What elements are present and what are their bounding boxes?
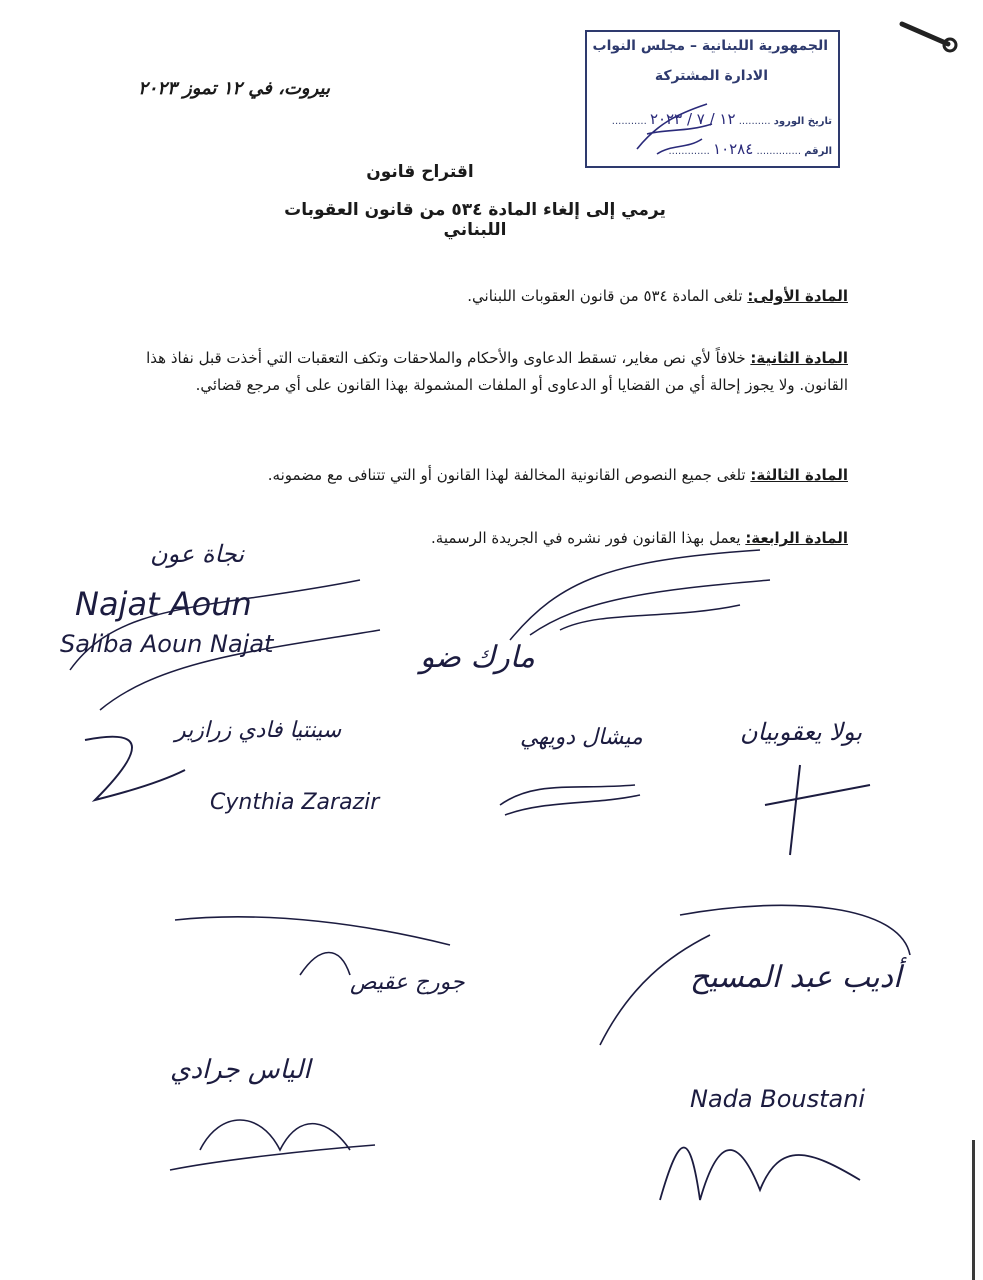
- stamp-date-label: تاريخ الورود: [773, 116, 832, 127]
- signature-name: نجاة عون: [150, 540, 245, 568]
- article-2: [128, 345, 848, 399]
- signature-george-okais: [170, 905, 460, 985]
- signature-name: مارك ضو: [420, 640, 535, 675]
- stamp-date-row: تاريخ الورود .......... ١٢ / ٧ / ٢٠٢٣ ...........: [611, 110, 832, 128]
- signature-scribble-icon: [495, 760, 645, 820]
- signature-name: بولا يعقوبيان: [740, 718, 863, 746]
- signature-scribble-icon: [170, 905, 460, 985]
- signature-name: أديب عبد المسيح: [690, 960, 902, 995]
- signature-latin: Nada Boustani: [690, 1085, 866, 1113]
- stamp-number-label: الرقم: [804, 146, 832, 157]
- parliament-stamp: [585, 30, 840, 168]
- signature-scribble-icon: [160, 1090, 380, 1180]
- signature-name: الياس جرادي: [170, 1055, 311, 1085]
- stamp-line1: الجمهورية اللبنانية – مجلس النواب: [592, 38, 828, 54]
- article-text: خلافاً لأي نص مغاير، تسقط الدعاوى والأحكام والملاحقات وتكف التعقبات التي أخذت قبل نفاذ هذا القانون. ولا يجوز إحالة أي من القضايا أو الدعاوى أو الملفات المشمولة بهذا القانون على أي مرجع قضائي.: [146, 349, 848, 394]
- signature-nada-boustani: [650, 1120, 870, 1210]
- document-subtitle: يرمي إلى إلغاء المادة ٥٣٤ من قانون العقوبات اللبناني: [284, 200, 666, 240]
- article-3: [128, 462, 848, 489]
- document-date: بيروت، في ١٢ تموز ٢٠٢٣: [138, 78, 330, 99]
- signature-najat-aoun: [60, 540, 390, 720]
- article-text: تلغى المادة ٥٣٤ من قانون العقوبات اللبناني.: [467, 287, 748, 305]
- signature-name: جورج عقيص: [350, 970, 465, 995]
- document-title: اقتراح قانون: [366, 162, 474, 182]
- article-heading: المادة الثالثة:: [750, 466, 848, 484]
- signature-latin: Cynthia Zarazir: [210, 790, 380, 815]
- article-heading: المادة الرابعة:: [745, 529, 848, 547]
- paperclip-icon: [898, 18, 964, 58]
- signature-scribble-icon: [75, 720, 195, 820]
- signature-elias-jradeh: [160, 1090, 380, 1180]
- article-text: يعمل بهذا القانون فور نشره في الجريدة الرسمية.: [431, 529, 746, 547]
- signature-scribble-icon: [500, 540, 780, 650]
- signature-adib-abdelmassih: [590, 895, 930, 1055]
- stamp-handwriting-icon: [617, 94, 737, 164]
- stamp-date-value: ١٢ / ٧ / ٢٠٢٣: [649, 110, 736, 128]
- signature-latin: Najat Aoun: [75, 585, 252, 623]
- stamp-line2: الادارة المشتركة: [654, 68, 768, 84]
- signature-scribble-icon: [60, 540, 390, 720]
- article-4: [128, 525, 848, 552]
- signature-paula-yacoubian: [760, 760, 880, 860]
- article-heading: المادة الأولى:: [747, 287, 848, 305]
- signature-michel-douaihy: [495, 760, 645, 820]
- signature-latin-extra: Saliba Aoun Najat: [60, 630, 274, 658]
- article-text: تلغى جميع النصوص القانونية المخالفة لهذا القانون أو التي تتنافى مع مضمونه.: [267, 466, 751, 484]
- stamp-number-row: الرقم .............. ١٠٢٨٤ .............: [668, 140, 832, 158]
- signature-scribble-icon: [650, 1120, 870, 1210]
- signature-scribble-icon: [590, 895, 930, 1055]
- signature-scribble-icon: [760, 760, 880, 860]
- signature-mark-daou: [500, 540, 780, 650]
- article-1: [128, 283, 848, 310]
- signature-cynthia-zarazir: [75, 720, 195, 820]
- signature-name: سينتيا فادي زرازير: [175, 718, 342, 743]
- page-edge-line: [972, 1140, 975, 1280]
- signature-name: ميشال دويهي: [520, 725, 643, 750]
- article-heading: المادة الثانية:: [750, 349, 848, 367]
- stamp-number-value: ١٠٢٨٤: [713, 140, 754, 158]
